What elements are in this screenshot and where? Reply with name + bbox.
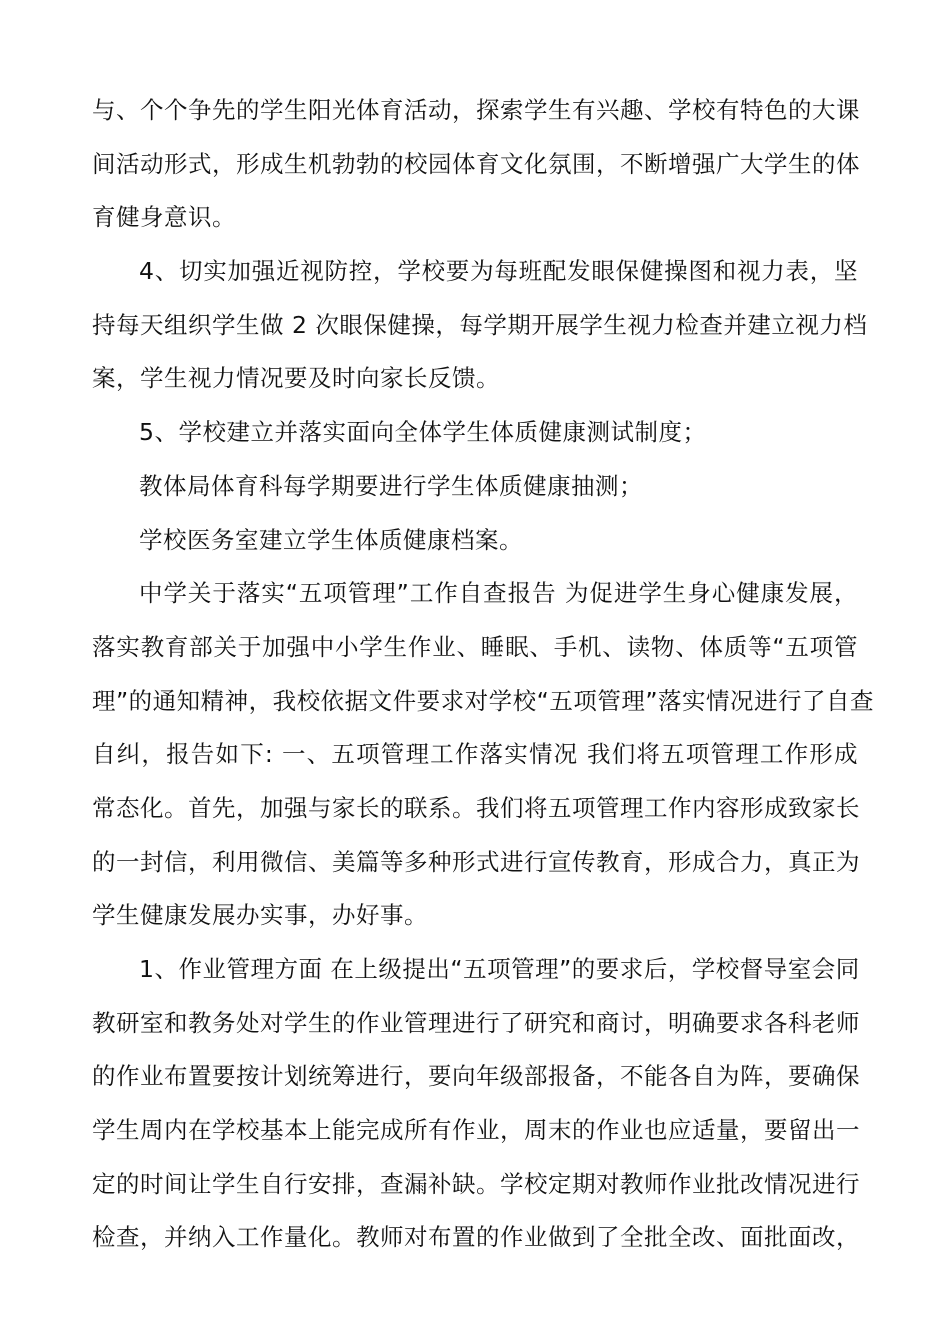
text-line: 1、作业管理方面 在上级提出“五项管理”的要求后，学校督导室会同 [139,955,860,983]
text-line: 检查，并纳入工作量化。教师对布置的作业做到了全批全改、面批面改， [92,1223,860,1252]
text-line: 常态化。首先，加强与家长的联系。我们将五项管理工作内容形成致家长 [92,793,860,822]
text-line: 学生健康发展办实事，办好事。 [92,901,428,930]
text-line: 持每天组织学生做 2 次眼保健操，每学期开展学生视力检查并建立视力档 [92,310,868,339]
text-line: 教研室和教务处对学生的作业管理进行了研究和商讨，明确要求各科老师 [92,1008,860,1037]
text-line: 学生周内在学校基本上能完成所有作业，周末的作业也应适量，要留出一 [92,1116,860,1145]
text-line: 的一封信，利用微信、美篇等多种形式进行宣传教育，形成合力，真正为 [92,847,860,876]
text-line: 落实教育部关于加强中小学生作业、睡眠、手机、读物、体质等“五项管 [92,632,858,661]
text-line: 4、切实加强近视防控，学校要为每班配发眼保健操图和视力表，坚 [139,257,858,286]
text-line: 中学关于落实“五项管理”工作自查报告 为促进学生身心健康发展， [139,579,858,608]
text-line: 间活动形式，形成生机勃勃的校园体育文化氛围，不断增强广大学生的体 [92,149,860,178]
text-line: 的作业布置要按计划统筹进行，要向年级部报备，不能各自为阵，要确保 [92,1062,860,1091]
text-line: 5、学校建立并落实面向全体学生体质健康测试制度； [139,418,707,447]
text-line: 自纠，报告如下: 一、五项管理工作落实情况 我们将五项管理工作形成 [92,740,858,769]
text-line: 定的时间让学生自行安排，查漏补缺。学校定期对教师作业批改情况进行 [92,1169,860,1198]
text-line: 案，学生视力情况要及时向家长反馈。 [92,364,500,393]
text-line: 与、个个争先的学生阳光体育活动，探索学生有兴趣、学校有特色的大课 [92,96,860,124]
text-line: 育健身意识。 [92,203,236,232]
text-line: 教体局体育科每学期要进行学生体质健康抽测； [139,471,643,500]
text-line: 理”的通知精神，我校依据文件要求对学校“五项管理”落实情况进行了自查 [92,686,875,715]
text-line: 学校医务室建立学生体质健康档案。 [139,525,523,554]
document-body [92,90,875,1271]
